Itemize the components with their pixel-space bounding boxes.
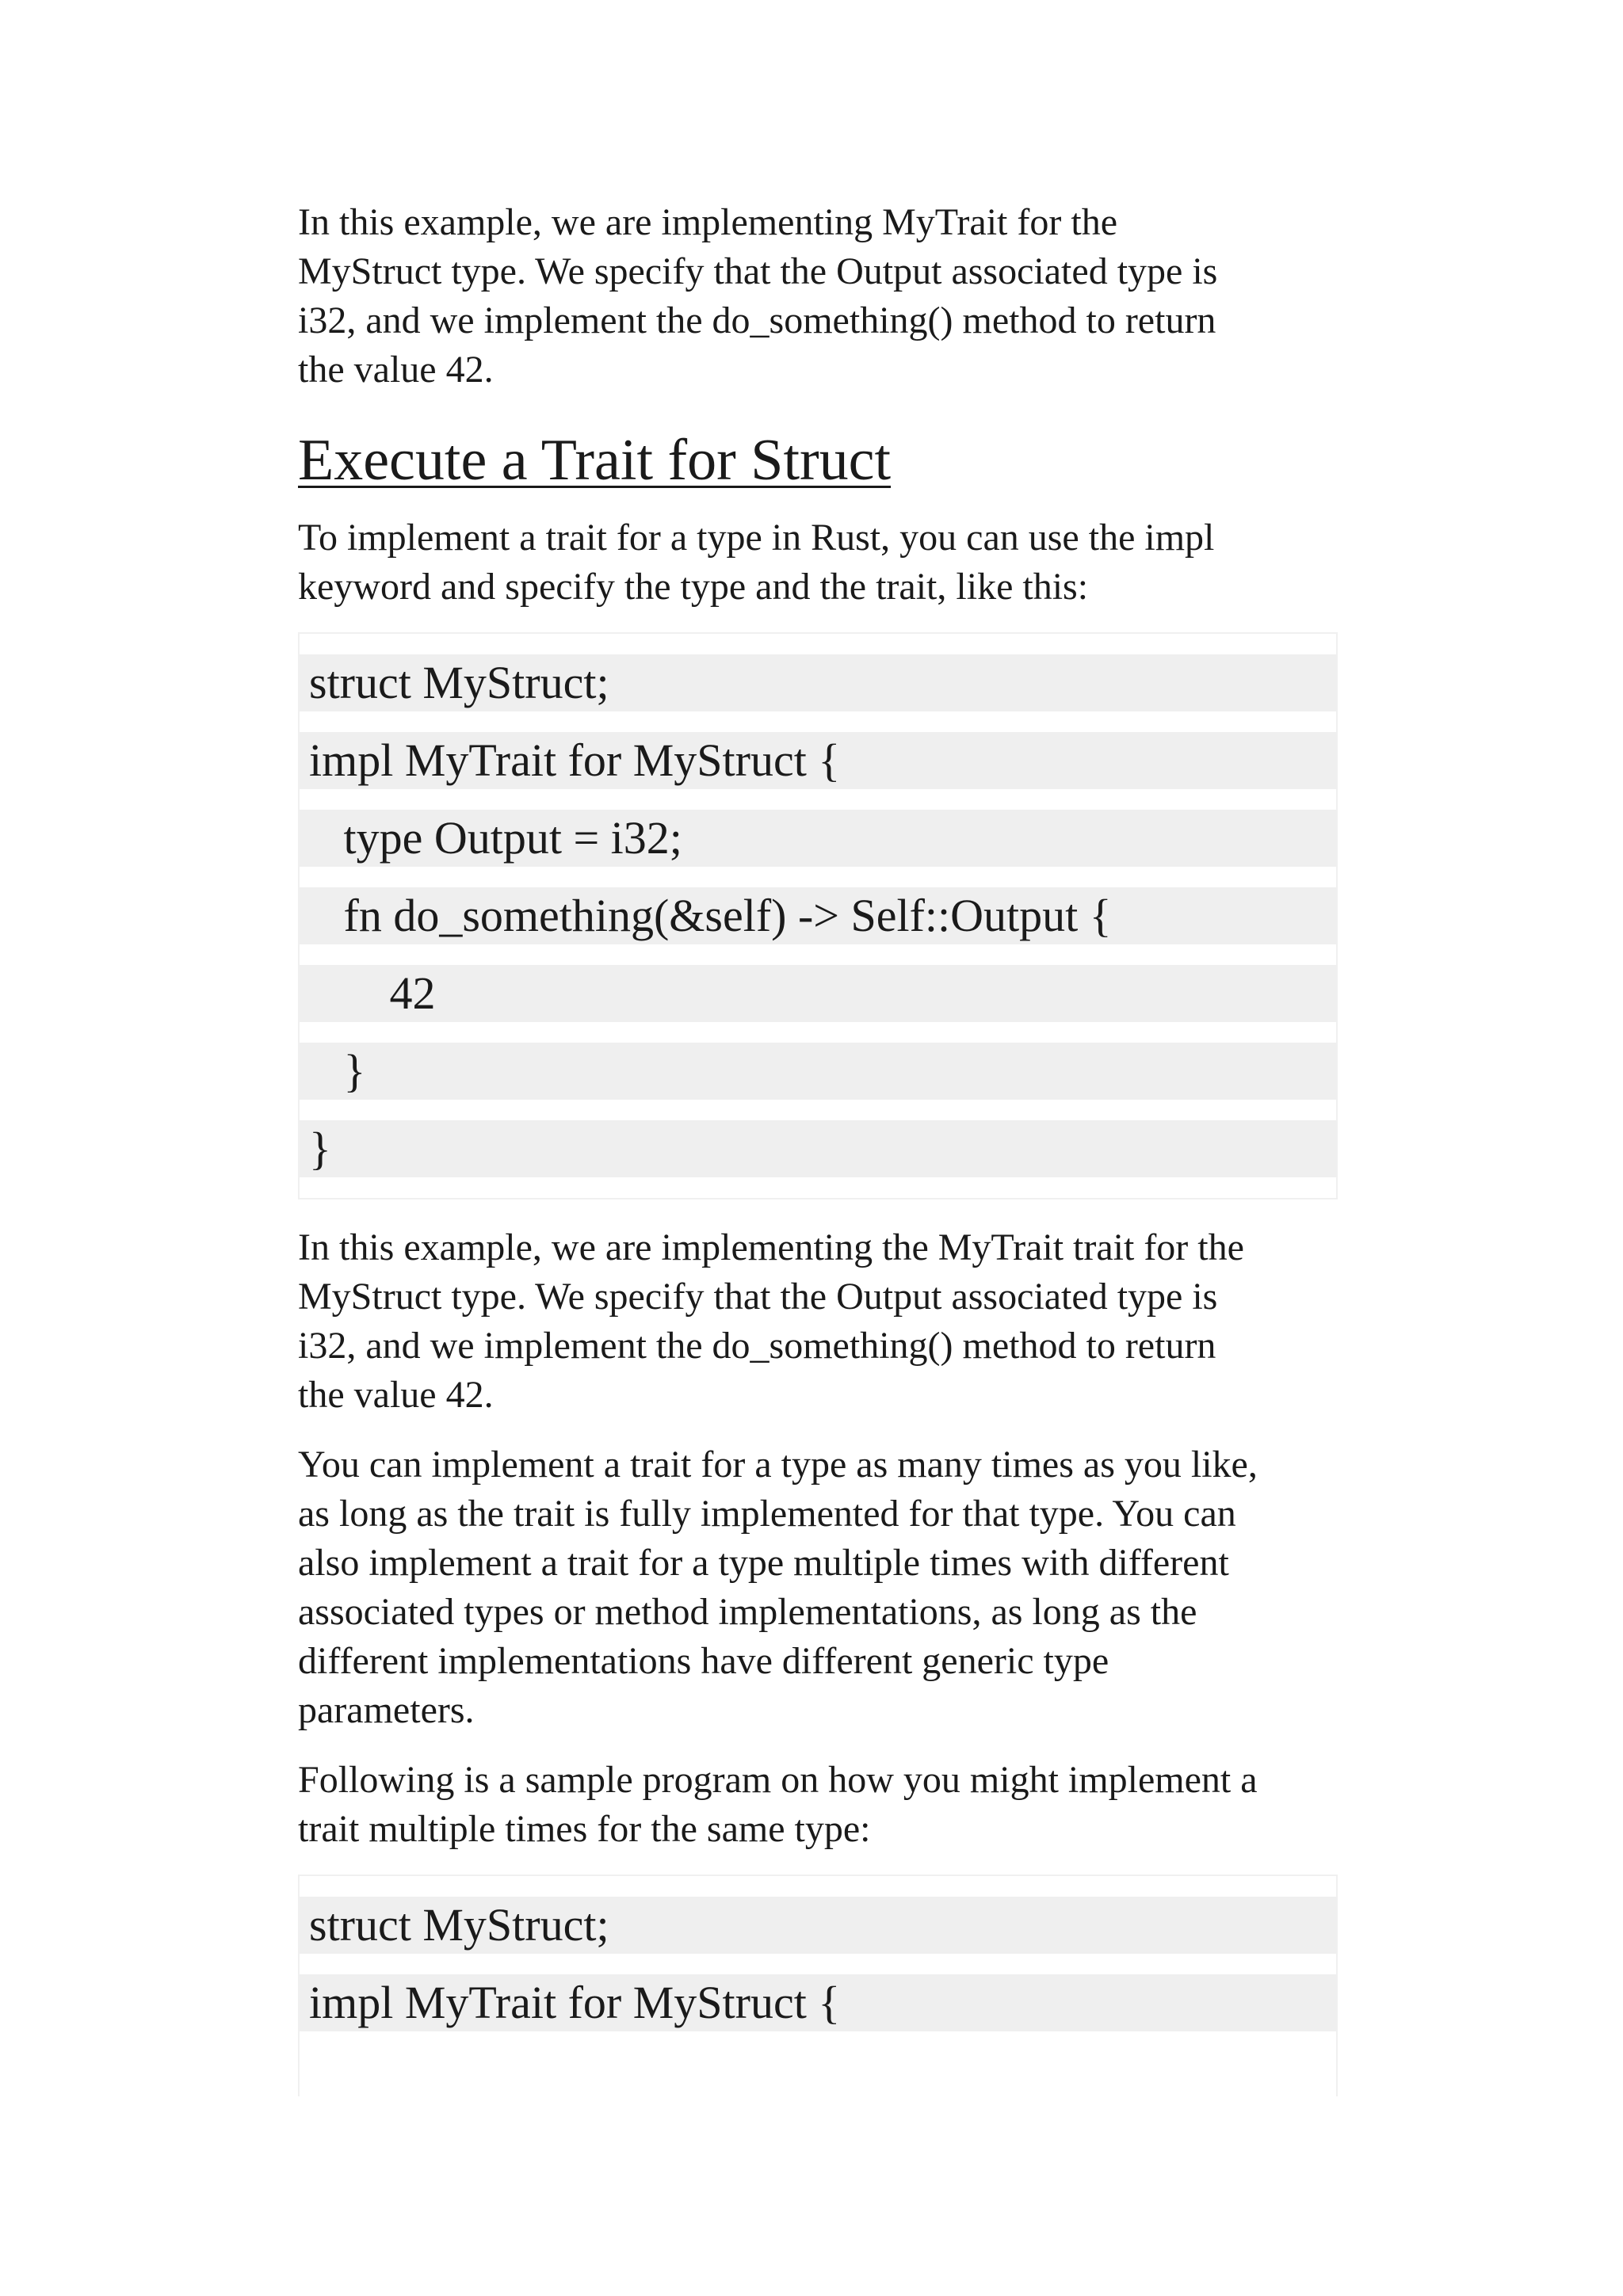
section-heading: Execute a Trait for Struct: [298, 428, 892, 493]
text-line: To implement a trait for a type in Rust, you can use the impl: [298, 517, 1215, 559]
code-line: 42: [300, 965, 1336, 1022]
multiple-impl-paragraph: [298, 1440, 1338, 1735]
sample-program-paragraph: [298, 1756, 1338, 1854]
text-line: keyword and specify the type and the trait, like this:: [298, 566, 1089, 608]
code-line: }: [300, 1120, 1336, 1177]
text-line: Following is a sample program on how you might implement a: [298, 1759, 1258, 1801]
text-line: In this example, we are implementing MyTrait for the: [298, 201, 1117, 243]
text-line: associated types or method implementations, as long as the: [298, 1591, 1197, 1633]
text-line: trait multiple times for the same type:: [298, 1808, 871, 1850]
code-line: struct MyStruct;: [300, 654, 1336, 711]
explanation-paragraph: [298, 1223, 1338, 1420]
intro-paragraph: [298, 198, 1338, 395]
code-line: impl MyTrait for MyStruct {: [300, 732, 1336, 789]
text-line: the value 42.: [298, 1374, 494, 1416]
code-line: fn do_something(&self) -> Self::Output {: [300, 887, 1336, 944]
text-line: MyStruct type. We specify that the Output associated type is: [298, 1276, 1218, 1318]
text-line: different implementations have different generic type: [298, 1640, 1109, 1682]
text-line: parameters.: [298, 1689, 475, 1731]
code-line: impl MyTrait for MyStruct {: [300, 1974, 1336, 2031]
document-page: [298, 198, 1338, 2096]
text-line: as long as the trait is fully implemented for that type. You can: [298, 1493, 1236, 1535]
text-line: MyStruct type. We specify that the Output associated type is: [298, 250, 1218, 292]
text-line: You can implement a trait for a type as many times as you like,: [298, 1444, 1258, 1486]
code-line: struct MyStruct;: [300, 1897, 1336, 1954]
text-line: the value 42.: [298, 349, 494, 391]
code-line: }: [300, 1043, 1336, 1100]
text-line: also implement a trait for a type multiple times with different: [298, 1542, 1229, 1584]
text-line: i32, and we implement the do_something() method to return: [298, 299, 1216, 341]
code-block-1: [298, 632, 1338, 1199]
text-line: i32, and we implement the do_something() method to return: [298, 1325, 1216, 1367]
code-line: type Output = i32;: [300, 810, 1336, 867]
code-block-2: [298, 1875, 1338, 2096]
impl-intro-paragraph: [298, 513, 1338, 612]
text-line: In this example, we are implementing the MyTrait trait for the: [298, 1226, 1244, 1268]
